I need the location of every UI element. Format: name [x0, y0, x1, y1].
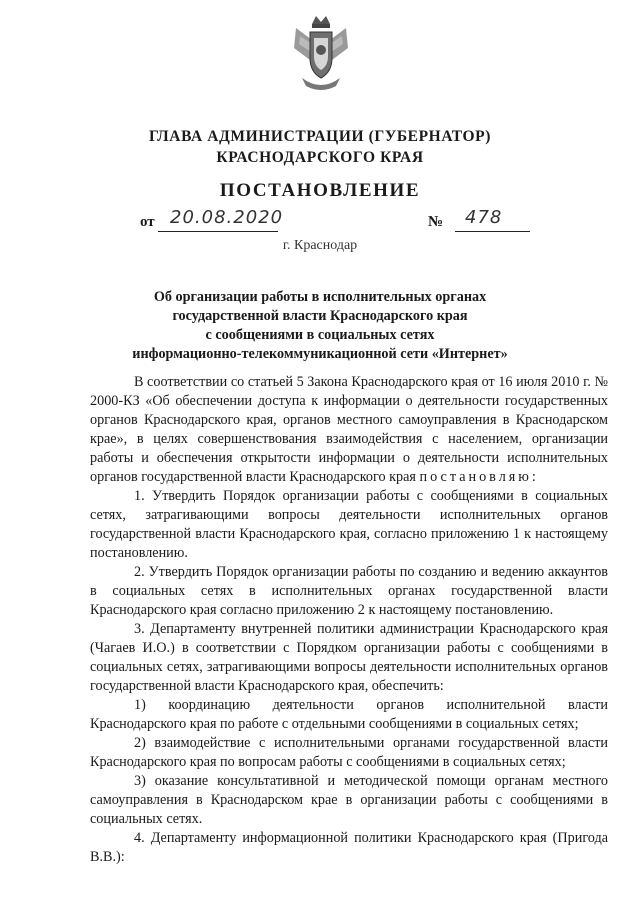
paragraph-4: 4. Департаменту информационной политики Краснодарского края (Пригода В.В.):	[90, 830, 608, 865]
decree-word: постановляю:	[419, 469, 539, 485]
krasnodar-coat-of-arms-icon	[290, 14, 352, 94]
document-title	[100, 288, 540, 364]
title-line: с сообщениями в социальных сетях	[205, 327, 435, 343]
title-line: информационно-телекоммуникационной сети «Интернет»	[132, 346, 508, 362]
authority-name-line1: ГЛАВА АДМИНИСТРАЦИИ (ГУБЕРНАТОР)	[149, 128, 491, 145]
title-line: Об организации работы в исполнительных органах	[153, 289, 487, 305]
document-body	[90, 373, 608, 867]
paragraph-2: 2. Утвердить Порядок организации работы по созданию и ведению аккаунтов в социальных сетях в исполнительных органах государственной власти Краснодарского края согласно приложению 2 к настоящему постановлению.	[90, 564, 608, 618]
paragraph-3: 3. Департаменту внутренней политики администрации Краснодарского края (Чагаев И.О.) в соответствии с Порядком организации работы с сообщениями в социальных сетях, затрагивающими вопросы деятельности исполнительных органов государственной власти Краснодарского края, обеспечить:	[90, 621, 608, 694]
number-label: №	[428, 214, 444, 230]
number-underline	[455, 231, 530, 232]
date-label: от	[140, 214, 155, 230]
authority-name-line2: КРАСНОДАРСКОГО КРАЯ	[216, 149, 424, 166]
paragraph-3-item-3: 3) оказание консультативной и методической помощи органам местного самоуправления в Краснодарском крае в организации работы с сообщениями в социальных сетях.	[90, 773, 608, 827]
date-number-row	[0, 204, 640, 236]
city-name: г. Краснодар	[282, 238, 358, 253]
handwritten-number: 478	[465, 207, 503, 228]
paragraph-3-item-2: 2) взаимодействие с исполнительными органами государственной власти Краснодарского края по вопросам работы с сообщениями в социальных сетях;	[90, 735, 608, 770]
date-underline	[158, 231, 278, 232]
paragraph-3-item-1: 1) координацию деятельности органов исполнительной власти Краснодарского края по работе с отдельными сообщениями в социальных сетях;	[90, 697, 608, 732]
handwritten-date: 20.08.2020	[170, 207, 284, 228]
document-type: ПОСТАНОВЛЕНИЕ	[219, 180, 421, 201]
paragraph-1: 1. Утвердить Порядок организации работы с сообщениями в социальных сетях, затрагивающими вопросы деятельности исполнительных органов государственной власти Краснодарского края, согласно приложению 1 к настоящему постановлению.	[90, 488, 608, 561]
preamble-text: В соответствии со статьей 5 Закона Краснодарского края от 16 июля 2010 г. № 2000-КЗ «Об обеспечении доступа к информации о деятельности государственных органов Краснодарского края, органов местного самоуправления в Краснодарском крае», в целях совершенствования взаимодействия с населением, организации работы и обеспечения открытости информации о деятельности исполнительных органов государственной власти Краснодарского края	[90, 374, 608, 485]
preamble-paragraph	[90, 373, 608, 487]
title-line: государственной власти Краснодарского края	[172, 308, 468, 324]
